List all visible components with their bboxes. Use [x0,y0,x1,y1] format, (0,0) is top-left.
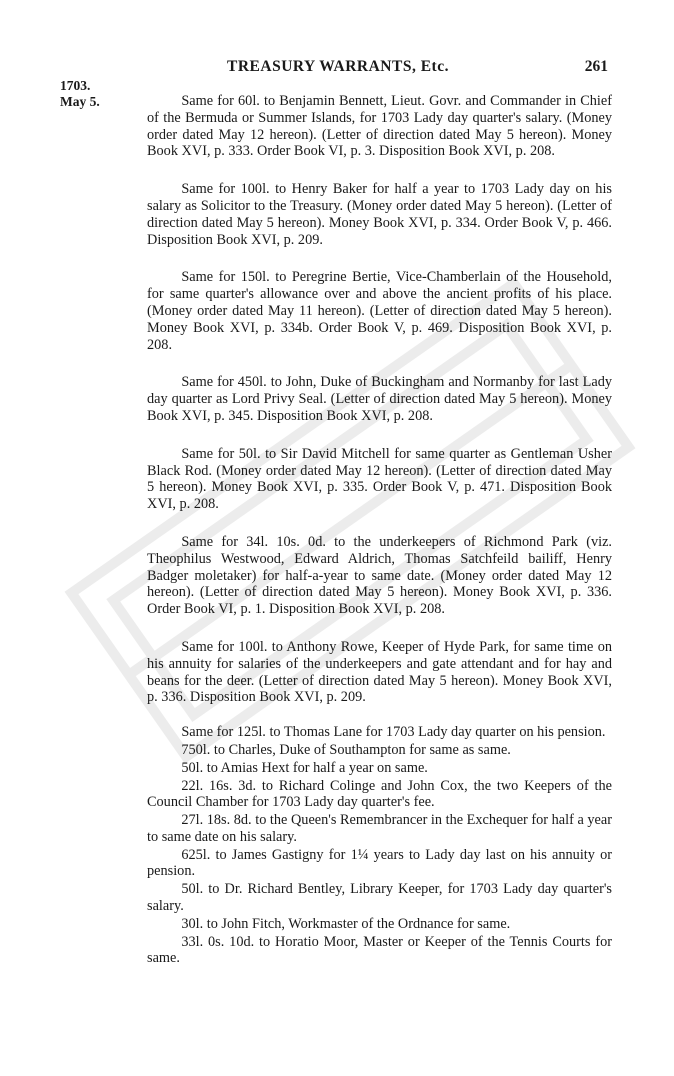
list-item: Same for 125l. to Thomas Lane for 1703 Lady day quarter on his pension. [181,724,606,741]
list-item: 50l. to Dr. Richard Bentley, Library Keeper, for 1703 Lady day quarter's salary. [147,881,612,915]
margin-year: 1703. [60,78,91,93]
page-number: 261 [584,58,608,75]
entry-paragraph: Same for 34l. 10s. 0d. to the underkeepers of Richmond Park (viz. Theophilus Westwood, Edward Aldrich, Thomas Satchfeild bailiff, Henry Badger moletaker) for half-a-year to same date. (Money order dated May 12 hereon). (Letter of direction dated May 5 hereon). Money Book XVI, p. 336. Order Book VI, p. 1. Disposition Book XVI, p. 208. [147,533,612,618]
list-item: 30l. to John Fitch, Workmaster of the Ordnance for same. [181,915,511,932]
list-item: 625l. to James Gastigny for 1¼ years to Lady day last on his annuity or pension. [147,846,612,880]
list-item: 33l. 0s. 10d. to Horatio Moor, Master or Keeper of the Tennis Courts for same. [147,933,612,967]
running-title: TREASURY WARRANTS, Etc. [227,58,449,75]
entry-paragraph: Same for 60l. to Benjamin Bennett, Lieut. Govr. and Commander in Chief of the Bermuda or Summer Islands, for 1703 Lady day quarter's salary. (Money order dated May 12 hereon). (Letter of direction dated May 5 hereon). Money Book XVI, p. 333. Order Book VI, p. 3. Disposition Book XVI, p. 208. [147,93,612,160]
page-header [68,58,608,78]
list-item: 22l. 16s. 3d. to Richard Colinge and John Cox, the two Keepers of the Council Chamber for 1703 Lady day quarter's fee. [147,777,612,811]
list-item: 27l. 18s. 8d. to the Queen's Remembrancer in the Exchequer for half a year to same date on his salary. [147,812,612,845]
entry-paragraph: Same for 450l. to John, Duke of Buckingham and Normanby for last Lady day quarter as Lord Privy Seal. (Letter of direction dated May 5 hereon). Money Book XVI, p. 345. Disposition Book XVI, p. 208. [147,374,612,424]
entry-paragraph: Same for 100l. to Henry Baker for half a year to 1703 Lady day on his salary as Solicitor to the Treasury. (Money order dated May 5 hereon). (Letter of direction dated May 5 hereon). Money Book XVI, p. 334. Order Book V, p. 466. Disposition Book XVI, p. 209. [147,181,612,248]
document-body [147,93,612,968]
entry-paragraph: Same for 150l. to Peregrine Bertie, Vice-Chamberlain of the Household, for same quarter's allowance over and above the ancient profits of his place. (Money order dated May 11 hereon). (Letter of direction dated May 5 hereon). Money Book XVI, p. 334b. Order Book V, p. 469. Disposition Book XVI, p. 208. [147,269,612,353]
list-item: 50l. to Amias Hext for half a year on same. [181,759,428,776]
entry-paragraph: Same for 100l. to Anthony Rowe, Keeper of Hyde Park, for same time on his annuity for salaries of the underkeepers and gate attendant and for hay and beans for the deer. (Letter of direction dated May 5 hereon). Money Book XVI, p. 336. Disposition Book XVI, p. 209. [147,638,612,706]
list-item: 750l. to Charles, Duke of Southampton for same as same. [181,741,511,758]
margin-date: May 5. [60,94,100,109]
entry-paragraph: Same for 50l. to Sir David Mitchell for same quarter as Gentleman Usher Black Rod. (Money order dated May 12 hereon). (Letter of direction dated May 5 hereon). Money Book XVI, p. 335. Order Book V, p. 471. Disposition Book XVI, p. 208. [147,445,612,513]
